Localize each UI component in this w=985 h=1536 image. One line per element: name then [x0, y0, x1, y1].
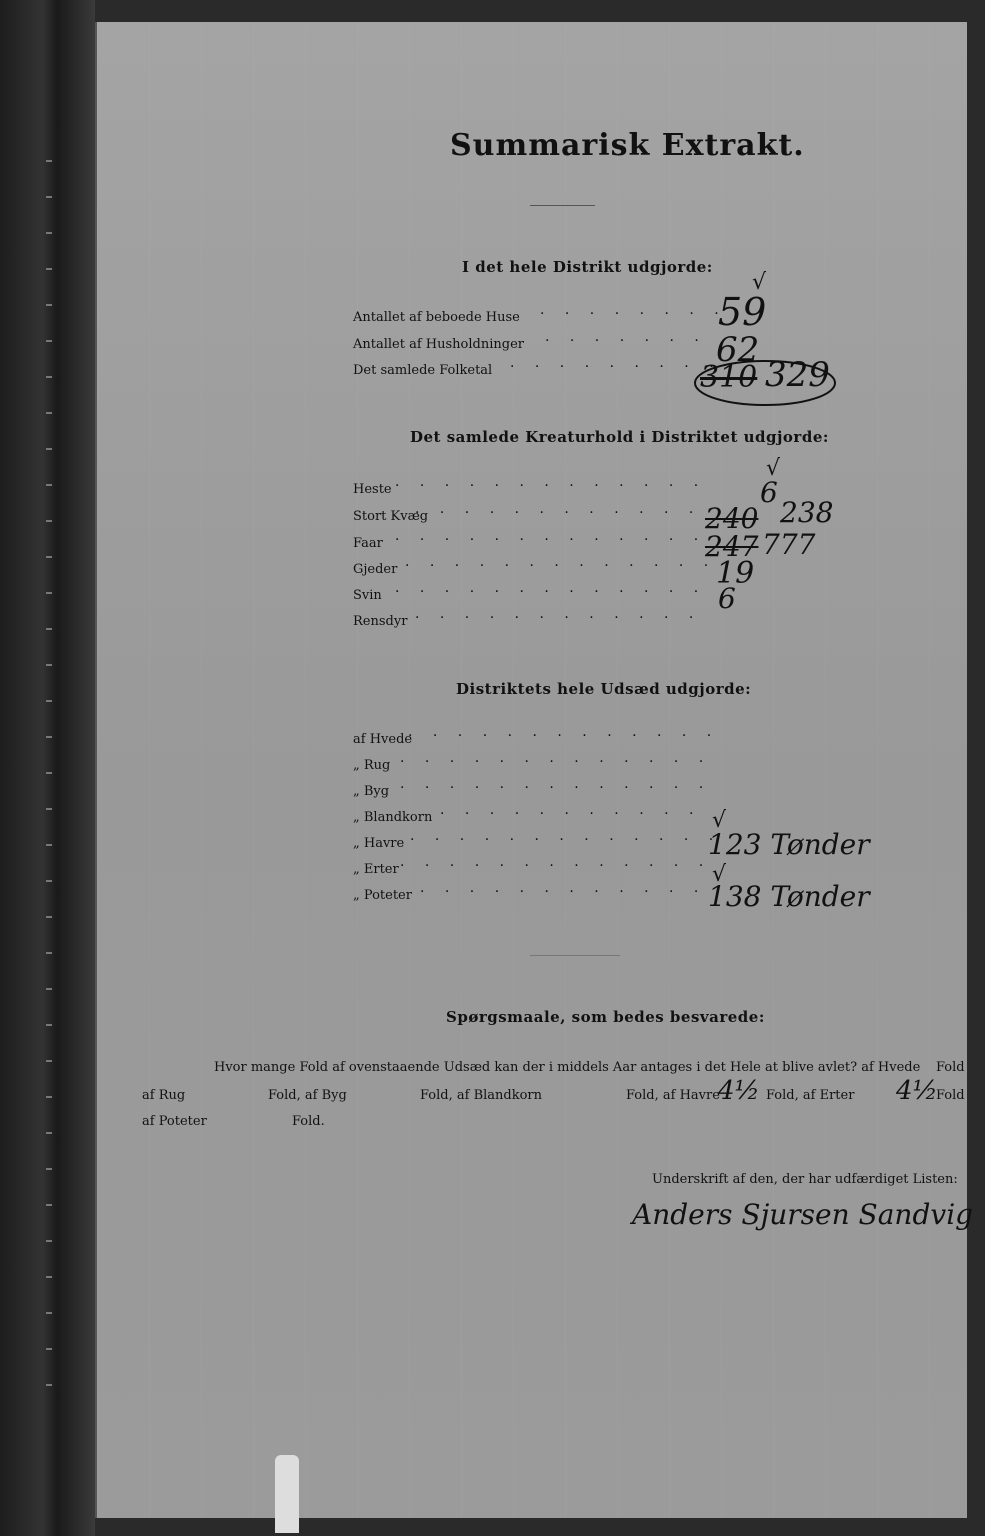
- row-havre-value: 123 Tønder: [708, 828, 870, 861]
- row-hvede-label: af Hvede: [353, 732, 413, 747]
- row-rug-label: „ Rug: [353, 758, 391, 773]
- leader-dots: · · · · · · · · · · · · ·: [400, 780, 712, 796]
- circled-correction: [690, 345, 840, 415]
- row-heste-value: 6: [760, 476, 778, 509]
- question-blandkorn: Fold, af Blandkorn: [420, 1088, 543, 1103]
- question-havre: Fold, af Havre: [626, 1088, 720, 1103]
- question-line2-end: Fold: [936, 1088, 965, 1103]
- leader-dots: · · · · · · · · · · · · ·: [400, 858, 712, 874]
- row-faar-value: 777: [762, 528, 816, 561]
- question-erter: Fold, af Erter: [766, 1088, 855, 1103]
- row-beboede-huse-label: Antallet af beboede Huse: [353, 310, 520, 325]
- page-title: Summarisk Extrakt.: [450, 128, 805, 163]
- question-line1: Hvor mange Fold af ovenstaaende Udsæd kan der i middels Aar antages i det Hele at blive avlet? af Hvede: [214, 1060, 921, 1075]
- section2-heading: Det samlede Kreaturhold i Distriktet udgjorde:: [410, 428, 829, 446]
- erter-fold-value: 4½: [896, 1076, 938, 1106]
- section3-heading: Distriktets hele Udsæd udgjorde:: [456, 680, 752, 698]
- row-gjeder-value: 19: [716, 556, 755, 591]
- question-line1-end: Fold: [936, 1060, 965, 1075]
- row-faar-label: Faar: [353, 536, 383, 551]
- document-page: [95, 22, 967, 1518]
- book-binding: [0, 0, 95, 1536]
- question-poteter: af Poteter: [142, 1114, 207, 1129]
- row-erter-label: „ Erter: [353, 862, 399, 877]
- page-tab: [275, 1455, 299, 1533]
- leader-dots: · · · · · · · · · · · · ·: [408, 728, 720, 744]
- title-divider: [530, 205, 595, 206]
- row-folketal-struck: 310: [700, 360, 758, 395]
- check-mark: √: [766, 456, 781, 481]
- row-blandkorn-label: „ Blandkorn: [353, 810, 433, 825]
- row-folketal-value: 329: [765, 355, 830, 395]
- signature-label: Underskrift af den, der har udfærdiget Listen:: [652, 1172, 958, 1187]
- signature: Anders Sjursen Sandvig: [632, 1198, 974, 1231]
- leader-dots: · · · · · · ·: [545, 333, 707, 349]
- questions-heading: Spørgsmaale, som bedes besvarede:: [446, 1008, 765, 1026]
- check-mark: √: [712, 808, 727, 833]
- leader-dots: · · · · · · · · · · · · ·: [395, 478, 707, 494]
- question-rug: af Rug: [142, 1088, 186, 1103]
- leader-dots: · · · · · · · · · · · ·: [415, 610, 702, 626]
- leader-dots: · · · · · · · · · · ·: [440, 806, 702, 822]
- question-byg: Fold, af Byg: [268, 1088, 347, 1103]
- section-divider: [530, 955, 620, 956]
- check-mark: √: [712, 862, 727, 887]
- row-husholdninger-value: 62: [716, 330, 760, 370]
- row-rensdyr-label: Rensdyr: [353, 614, 408, 629]
- row-svin-value: 6: [718, 582, 736, 615]
- row-poteter-value: 138 Tønder: [708, 880, 870, 913]
- leader-dots: · · · · · · · · · · · · ·: [395, 532, 707, 548]
- row-stort-kvaeg-value: 238: [780, 496, 834, 529]
- row-gjeder-label: Gjeder: [353, 562, 398, 577]
- row-folketal-label: Det samlede Folketal: [353, 363, 493, 378]
- row-poteter-label: „ Poteter: [353, 888, 412, 903]
- row-husholdninger-label: Antallet af Husholdninger: [353, 337, 524, 352]
- leader-dots: · · · · · · · ·: [540, 306, 727, 322]
- row-heste-label: Heste: [353, 482, 392, 497]
- havre-fold-value: 4½: [718, 1076, 760, 1106]
- row-svin-label: Svin: [353, 588, 382, 603]
- row-faar-struck: 247: [705, 530, 759, 563]
- row-byg-label: „ Byg: [353, 784, 390, 799]
- row-stort-kvaeg-label: Stort Kvæg: [353, 509, 429, 524]
- check-mark: √: [752, 270, 767, 295]
- leader-dots: · · · · · · · · · · · · ·: [400, 754, 712, 770]
- binding-ruler: [46, 160, 52, 1420]
- leader-dots: · · · · · · · · · · · · ·: [395, 584, 707, 600]
- row-beboede-huse-value: 59: [718, 290, 767, 334]
- leader-dots: · · · · · · · · ·: [510, 359, 722, 375]
- row-havre-label: „ Havre: [353, 836, 405, 851]
- leader-dots: · · · · · · · · · · · ·: [420, 884, 707, 900]
- leader-dots: · · · · · · · · · · · · ·: [405, 558, 717, 574]
- leader-dots: · · · · · · · · · · · · ·: [410, 832, 722, 848]
- leader-dots: · · · · · · · · · · · ·: [415, 505, 702, 521]
- question-poteter-fold: Fold.: [292, 1114, 325, 1129]
- section1-heading: I det hele Distrikt udgjorde:: [462, 258, 713, 276]
- row-stort-kvaeg-struck: 240: [705, 502, 759, 535]
